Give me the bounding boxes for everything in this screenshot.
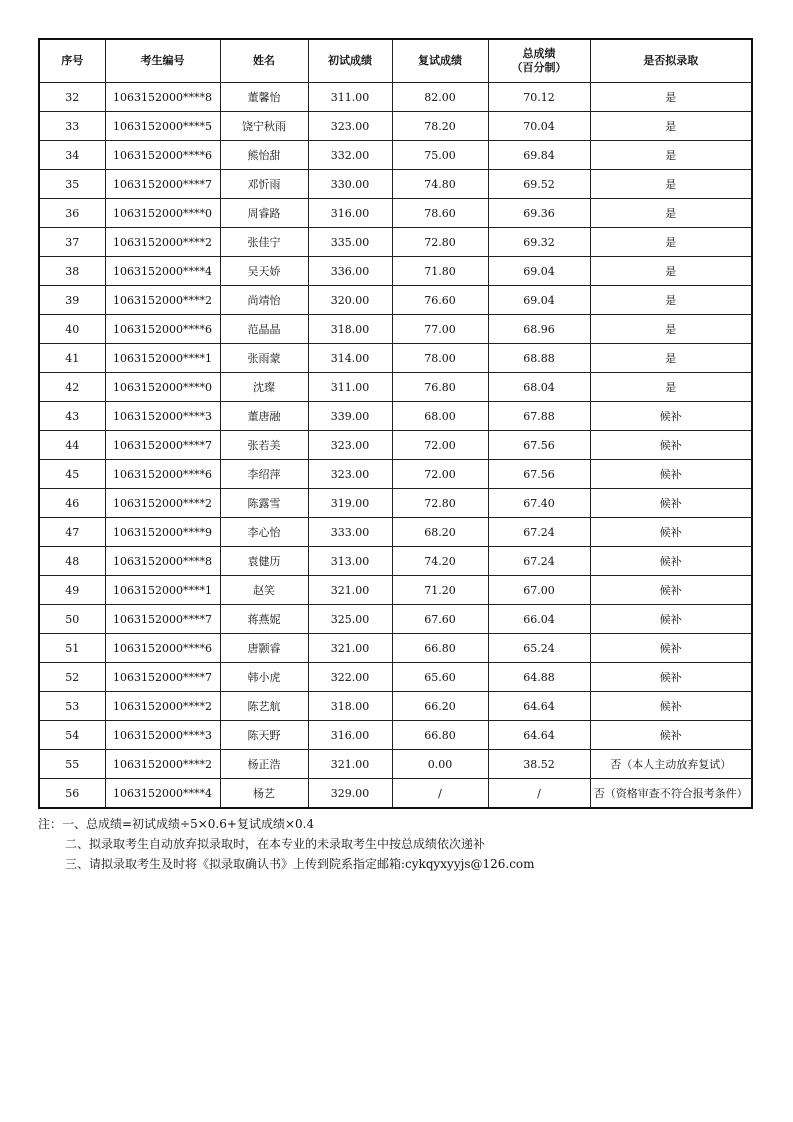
cell-retest-score: 71.80 — [392, 257, 488, 286]
cell-seq: 49 — [39, 576, 105, 605]
cell-seq: 36 — [39, 199, 105, 228]
cell-admission: 是 — [590, 286, 752, 315]
cell-admission: 候补 — [590, 605, 752, 634]
cell-seq: 40 — [39, 315, 105, 344]
cell-seq: 42 — [39, 373, 105, 402]
cell-retest-score: 76.60 — [392, 286, 488, 315]
cell-initial-score: 320.00 — [308, 286, 392, 315]
cell-candidate-id: 1063152000****6 — [105, 634, 220, 663]
cell-retest-score: 78.20 — [392, 112, 488, 141]
cell-initial-score: 321.00 — [308, 750, 392, 779]
cell-admission: 否（资格审查不符合报考条件） — [590, 779, 752, 809]
cell-initial-score: 318.00 — [308, 692, 392, 721]
cell-total-score: 67.00 — [488, 576, 590, 605]
cell-total-score: 66.04 — [488, 605, 590, 634]
cell-admission: 是 — [590, 257, 752, 286]
cell-seq: 39 — [39, 286, 105, 315]
cell-total-score: 67.40 — [488, 489, 590, 518]
cell-initial-score: 311.00 — [308, 83, 392, 112]
cell-candidate-id: 1063152000****8 — [105, 547, 220, 576]
cell-admission: 是 — [590, 141, 752, 170]
cell-initial-score: 316.00 — [308, 199, 392, 228]
table-row — [39, 112, 752, 141]
cell-name: 张若美 — [220, 431, 308, 460]
table-row — [39, 315, 752, 344]
table-row — [39, 83, 752, 112]
cell-total-score: 67.56 — [488, 431, 590, 460]
table-row — [39, 402, 752, 431]
cell-total-score: 68.04 — [488, 373, 590, 402]
cell-total-score: 64.64 — [488, 692, 590, 721]
cell-admission: 候补 — [590, 489, 752, 518]
cell-seq: 56 — [39, 779, 105, 809]
note-line-2: 二、拟录取考生自动放弃拟录取时，在本专业的未录取考生中按总成绩依次递补 — [65, 837, 486, 851]
cell-total-score: 69.32 — [488, 228, 590, 257]
cell-initial-score: 321.00 — [308, 634, 392, 663]
cell-admission: 候补 — [590, 692, 752, 721]
cell-candidate-id: 1063152000****5 — [105, 112, 220, 141]
cell-name: 熊怡甜 — [220, 141, 308, 170]
cell-seq: 35 — [39, 170, 105, 199]
cell-seq: 50 — [39, 605, 105, 634]
score-table — [38, 38, 753, 809]
table-row — [39, 344, 752, 373]
header-initial-score: 初试成绩 — [308, 39, 392, 83]
cell-seq: 55 — [39, 750, 105, 779]
notes — [38, 814, 758, 874]
table-row — [39, 779, 752, 809]
cell-initial-score: 325.00 — [308, 605, 392, 634]
cell-candidate-id: 1063152000****9 — [105, 518, 220, 547]
cell-initial-score: 323.00 — [308, 460, 392, 489]
cell-admission: 是 — [590, 228, 752, 257]
cell-name: 袁健历 — [220, 547, 308, 576]
cell-seq: 47 — [39, 518, 105, 547]
cell-seq: 33 — [39, 112, 105, 141]
table-row — [39, 721, 752, 750]
table-row — [39, 170, 752, 199]
cell-name: 李心怡 — [220, 518, 308, 547]
cell-candidate-id: 1063152000****0 — [105, 373, 220, 402]
cell-name: 周睿路 — [220, 199, 308, 228]
cell-candidate-id: 1063152000****4 — [105, 779, 220, 809]
cell-total-score: 68.96 — [488, 315, 590, 344]
header-candidate-id: 考生编号 — [105, 39, 220, 83]
cell-total-score: 68.88 — [488, 344, 590, 373]
cell-candidate-id: 1063152000****4 — [105, 257, 220, 286]
cell-name: 韩小虎 — [220, 663, 308, 692]
cell-initial-score: 336.00 — [308, 257, 392, 286]
cell-retest-score: 78.60 — [392, 199, 488, 228]
cell-admission: 是 — [590, 170, 752, 199]
cell-name: 陈露雪 — [220, 489, 308, 518]
cell-admission: 候补 — [590, 431, 752, 460]
cell-name: 尚靖怡 — [220, 286, 308, 315]
header-total-line1: 总成绩 — [522, 47, 556, 60]
table-row — [39, 199, 752, 228]
table-header-row — [39, 39, 752, 83]
cell-retest-score: 66.20 — [392, 692, 488, 721]
cell-admission: 是 — [590, 373, 752, 402]
cell-admission: 候补 — [590, 663, 752, 692]
cell-seq: 54 — [39, 721, 105, 750]
table-row — [39, 373, 752, 402]
cell-retest-score: 72.80 — [392, 489, 488, 518]
cell-seq: 34 — [39, 141, 105, 170]
cell-total-score: 67.24 — [488, 518, 590, 547]
cell-admission: 候补 — [590, 634, 752, 663]
header-total-score — [488, 39, 590, 83]
table-row — [39, 634, 752, 663]
cell-candidate-id: 1063152000****7 — [105, 663, 220, 692]
cell-seq: 45 — [39, 460, 105, 489]
cell-name: 吴天娇 — [220, 257, 308, 286]
cell-total-score: 67.24 — [488, 547, 590, 576]
cell-candidate-id: 1063152000****2 — [105, 489, 220, 518]
table-row — [39, 692, 752, 721]
cell-seq: 38 — [39, 257, 105, 286]
cell-total-score: 69.84 — [488, 141, 590, 170]
cell-initial-score: 329.00 — [308, 779, 392, 809]
note-line-3: 三、请拟录取考生及时将《拟录取确认书》上传到院系指定邮箱:cykqyxyyjs@126.com — [65, 857, 535, 871]
cell-initial-score: 313.00 — [308, 547, 392, 576]
cell-retest-score: 78.00 — [392, 344, 488, 373]
cell-initial-score: 318.00 — [308, 315, 392, 344]
cell-admission: 候补 — [590, 721, 752, 750]
cell-name: 董唐融 — [220, 402, 308, 431]
cell-total-score: 64.88 — [488, 663, 590, 692]
header-admission: 是否拟录取 — [590, 39, 752, 83]
table-row — [39, 141, 752, 170]
cell-candidate-id: 1063152000****3 — [105, 721, 220, 750]
cell-candidate-id: 1063152000****3 — [105, 402, 220, 431]
cell-retest-score: 72.00 — [392, 431, 488, 460]
cell-name: 邓忻雨 — [220, 170, 308, 199]
cell-seq: 44 — [39, 431, 105, 460]
cell-candidate-id: 1063152000****7 — [105, 170, 220, 199]
cell-candidate-id: 1063152000****8 — [105, 83, 220, 112]
table-row — [39, 663, 752, 692]
cell-seq: 43 — [39, 402, 105, 431]
cell-retest-score: 72.00 — [392, 460, 488, 489]
cell-name: 饶宁秋雨 — [220, 112, 308, 141]
cell-candidate-id: 1063152000****6 — [105, 141, 220, 170]
cell-total-score: 65.24 — [488, 634, 590, 663]
cell-retest-score: 66.80 — [392, 721, 488, 750]
cell-total-score: 70.04 — [488, 112, 590, 141]
cell-candidate-id: 1063152000****2 — [105, 228, 220, 257]
score-table-container — [38, 38, 751, 809]
cell-retest-score: 71.20 — [392, 576, 488, 605]
cell-initial-score: 335.00 — [308, 228, 392, 257]
cell-total-score: 69.04 — [488, 257, 590, 286]
cell-candidate-id: 1063152000****7 — [105, 605, 220, 634]
cell-initial-score: 314.00 — [308, 344, 392, 373]
cell-initial-score: 323.00 — [308, 431, 392, 460]
cell-retest-score: 74.20 — [392, 547, 488, 576]
cell-admission: 是 — [590, 112, 752, 141]
cell-initial-score: 330.00 — [308, 170, 392, 199]
cell-name: 李绍萍 — [220, 460, 308, 489]
cell-name: 赵笑 — [220, 576, 308, 605]
cell-retest-score: 67.60 — [392, 605, 488, 634]
cell-total-score: 67.88 — [488, 402, 590, 431]
cell-admission: 是 — [590, 199, 752, 228]
table-row — [39, 460, 752, 489]
cell-total-score: 67.56 — [488, 460, 590, 489]
cell-name: 范晶晶 — [220, 315, 308, 344]
cell-candidate-id: 1063152000****0 — [105, 199, 220, 228]
cell-initial-score: 339.00 — [308, 402, 392, 431]
cell-name: 陈天野 — [220, 721, 308, 750]
table-row — [39, 431, 752, 460]
cell-name: 杨艺 — [220, 779, 308, 809]
cell-seq: 46 — [39, 489, 105, 518]
cell-retest-score: 68.20 — [392, 518, 488, 547]
cell-name: 唐颢睿 — [220, 634, 308, 663]
cell-name: 陈艺航 — [220, 692, 308, 721]
cell-retest-score: 75.00 — [392, 141, 488, 170]
cell-initial-score: 319.00 — [308, 489, 392, 518]
cell-admission: 候补 — [590, 402, 752, 431]
cell-retest-score: 66.80 — [392, 634, 488, 663]
table-row — [39, 257, 752, 286]
cell-candidate-id: 1063152000****6 — [105, 460, 220, 489]
header-seq: 序号 — [39, 39, 105, 83]
cell-name: 张佳宁 — [220, 228, 308, 257]
cell-initial-score: 333.00 — [308, 518, 392, 547]
cell-admission: 是 — [590, 315, 752, 344]
table-row — [39, 518, 752, 547]
cell-retest-score: 82.00 — [392, 83, 488, 112]
cell-initial-score: 316.00 — [308, 721, 392, 750]
cell-admission: 候补 — [590, 547, 752, 576]
cell-retest-score: 68.00 — [392, 402, 488, 431]
cell-total-score: 64.64 — [488, 721, 590, 750]
cell-candidate-id: 1063152000****1 — [105, 576, 220, 605]
cell-retest-score: 74.80 — [392, 170, 488, 199]
cell-name: 杨正浩 — [220, 750, 308, 779]
cell-retest-score: 65.60 — [392, 663, 488, 692]
cell-name: 蒋燕妮 — [220, 605, 308, 634]
table-row — [39, 576, 752, 605]
header-name: 姓名 — [220, 39, 308, 83]
cell-seq: 51 — [39, 634, 105, 663]
cell-initial-score: 323.00 — [308, 112, 392, 141]
table-row — [39, 489, 752, 518]
cell-candidate-id: 1063152000****2 — [105, 692, 220, 721]
cell-initial-score: 322.00 — [308, 663, 392, 692]
cell-initial-score: 321.00 — [308, 576, 392, 605]
cell-seq: 41 — [39, 344, 105, 373]
cell-initial-score: 311.00 — [308, 373, 392, 402]
cell-candidate-id: 1063152000****2 — [105, 286, 220, 315]
cell-admission: 候补 — [590, 460, 752, 489]
cell-total-score: 69.36 — [488, 199, 590, 228]
cell-retest-score: 0.00 — [392, 750, 488, 779]
header-retest-score: 复试成绩 — [392, 39, 488, 83]
cell-admission: 否（本人主动放弃复试） — [590, 750, 752, 779]
cell-candidate-id: 1063152000****7 — [105, 431, 220, 460]
cell-total-score: 70.12 — [488, 83, 590, 112]
cell-retest-score: 76.80 — [392, 373, 488, 402]
cell-candidate-id: 1063152000****2 — [105, 750, 220, 779]
cell-initial-score: 332.00 — [308, 141, 392, 170]
cell-seq: 52 — [39, 663, 105, 692]
note-line-1: 注：一、总成绩=初试成绩÷5×0.6+复试成绩×0.4 — [38, 817, 315, 831]
cell-candidate-id: 1063152000****6 — [105, 315, 220, 344]
cell-retest-score: / — [392, 779, 488, 809]
cell-name: 张雨蒙 — [220, 344, 308, 373]
cell-admission: 候补 — [590, 576, 752, 605]
table-row — [39, 547, 752, 576]
cell-admission: 是 — [590, 83, 752, 112]
cell-total-score: 69.04 — [488, 286, 590, 315]
table-row — [39, 228, 752, 257]
table-row — [39, 286, 752, 315]
cell-candidate-id: 1063152000****1 — [105, 344, 220, 373]
cell-admission: 候补 — [590, 518, 752, 547]
cell-seq: 48 — [39, 547, 105, 576]
table-row — [39, 605, 752, 634]
cell-seq: 37 — [39, 228, 105, 257]
cell-name: 董馨怡 — [220, 83, 308, 112]
cell-retest-score: 72.80 — [392, 228, 488, 257]
cell-total-score: 69.52 — [488, 170, 590, 199]
cell-seq: 53 — [39, 692, 105, 721]
table-row — [39, 750, 752, 779]
cell-total-score: 38.52 — [488, 750, 590, 779]
cell-name: 沈璨 — [220, 373, 308, 402]
cell-seq: 32 — [39, 83, 105, 112]
header-total-line2: （百分制） — [511, 61, 567, 74]
cell-retest-score: 77.00 — [392, 315, 488, 344]
cell-admission: 是 — [590, 344, 752, 373]
cell-total-score: / — [488, 779, 590, 809]
